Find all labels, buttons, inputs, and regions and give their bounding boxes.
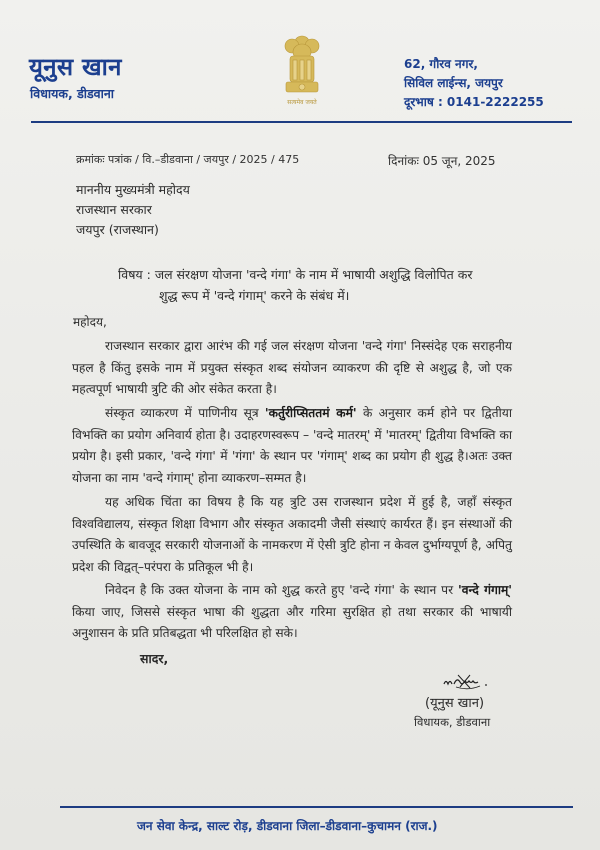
state-emblem-icon: [278, 32, 326, 112]
header-divider: [31, 121, 572, 123]
letter-date: दिनांकः 05 जून, 2025: [388, 154, 496, 168]
subject-block: [118, 264, 513, 306]
letterhead-name: यूनुस खान: [29, 53, 122, 81]
address-line-1: 62, गौरव नगर,: [404, 57, 478, 71]
footer-divider: [60, 806, 573, 808]
body-paragraph-3: यह अधिक चिंता का विषय है कि यह त्रुटि उस राजस्थान प्रदेश में हुई है, जहाँ संस्कृत विश्वविद्यालय, संस्कृत शिक्षा विभाग और संस्कृत अकादमी जैसी संस्थाएं कार्यरत हैं। इन संस्थाओं की उपस्थिति के बावजूद सरकारी योजनाओं के नामकरण में ऐसी त्रुटि होना न केवल दुर्भाग्यपूर्ण है, अपितु प्रदेश की विद्वत्–परंपरा के प्रतिकूल भी है।: [72, 495, 512, 574]
addressee-line-1: माननीय मुख्यमंत्री महोदय: [76, 182, 190, 197]
addressee-line-2: राजस्थान सरकार: [76, 202, 152, 217]
signatory-name: (यूनुस खान): [425, 696, 485, 711]
panini-sutra: 'कर्तुरीप्सिततमं कर्म': [264, 406, 357, 420]
closing: सादर,: [140, 651, 169, 666]
body-paragraph-2: [72, 403, 512, 489]
salutation: महोदय,: [73, 315, 107, 329]
phone-number: दूरभाष : 0141-2222255: [404, 95, 544, 109]
addressee-block: [76, 180, 190, 240]
emblem-caption: सत्यमेव जयते: [287, 99, 317, 106]
reference-number: क्रमांकः पत्रांक / वि.–डीडवाना / जयपुर / 2025 / 475: [76, 153, 300, 166]
p4-text-a: निवेदन है कि उक्त योजना के नाम को शुद्ध करते हुए 'वन्दे गंगा' के स्थान पर: [105, 583, 459, 597]
letterhead-address: [404, 55, 544, 112]
signature-icon: [440, 672, 490, 694]
body-paragraph-4: [72, 580, 512, 645]
subject-line-1: विषय : जल संरक्षण योजना 'वन्दे गंगा' के नाम में भाषायी अशुद्धि विलोपित कर: [118, 267, 473, 282]
addressee-line-3: जयपुर (राजस्थान): [76, 222, 159, 237]
footer-address: जन सेवा केन्द्र, साल्ट रोड़, डीडवाना जिला–डीडवाना–कुचामन (राज.): [137, 819, 438, 833]
signatory-designation: विधायक, डीडवाना: [414, 715, 491, 729]
letterhead-designation: विधायक, डीडवाना: [30, 86, 115, 101]
p2-text-b: के अनुसार कर्म होने पर द्वितीया विभक्ति का प्रयोग अनिवार्य होता है। उदाहरणस्वरूप – 'वन्दे मातरम्' में 'मातरम्' द्वितीया विभक्ति का प्रयोग है। इसी प्रकार, 'वन्दे गंगा' में 'गंगा' के स्थान पर 'गंगाम्' शब्द का प्रयोग ही शुद्ध है।अतः उक्त योजना का नाम 'वन्दे गंगाम्' होना व्याकरण–सम्मत है।: [72, 406, 512, 485]
p4-text-b: किया जाए, जिससे संस्कृत भाषा की शुद्धता और गरिमा सुरक्षित हो तथा सरकार की भाषायी अनुशासन के प्रति प्रतिबद्धता भी परिलक्षित हो सके।: [72, 604, 512, 640]
p2-text-a: संस्कृत व्याकरण में पाणिनीय सूत्र: [105, 406, 265, 420]
body-paragraph-1: राजस्थान सरकार द्वारा आरंभ की गई जल संरक्षण योजना 'वन्दे गंगा' निस्संदेह एक सराहनीय पहल है किंतु इसके नाम में प्रयुक्त संस्कृत शब्द संयोजन व्याकरण की दृष्टि से अशुद्ध है, जो एक महत्वपूर्ण भाषायी त्रुटि की ओर संकेत करता है।: [72, 339, 512, 396]
subject-line-2: शुद्ध रूप में 'वन्दे गंगाम्' करने के संबंध में।: [159, 288, 350, 303]
proposed-name: 'वन्दे गंगाम्': [458, 583, 513, 597]
address-line-2: सिविल लाईन्स, जयपुर: [404, 76, 503, 90]
